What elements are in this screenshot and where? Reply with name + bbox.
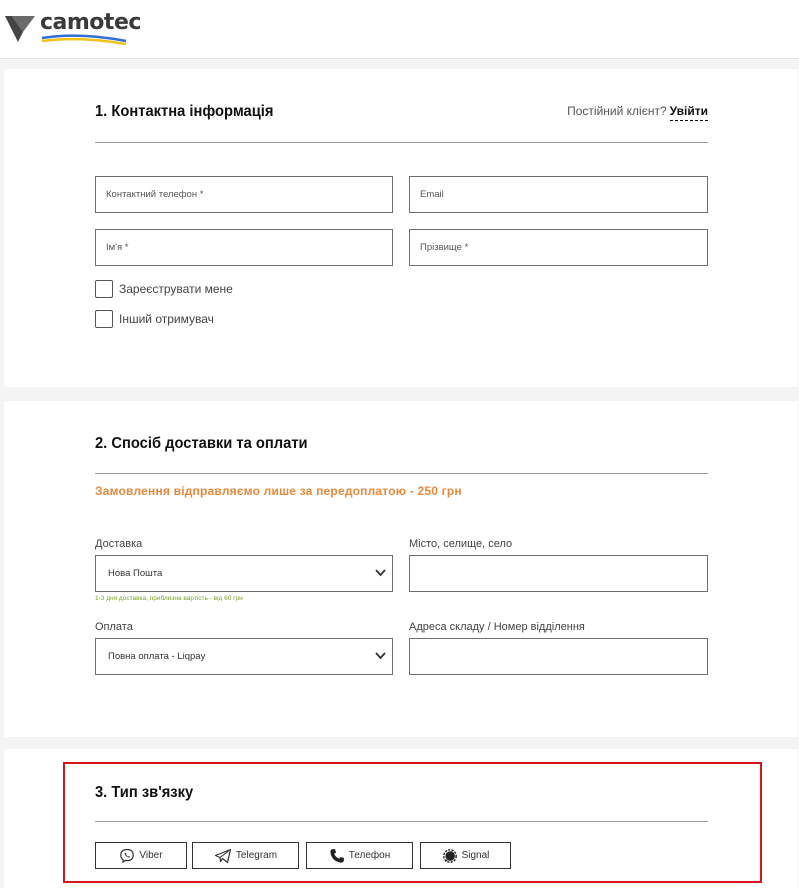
delivery-section-title: 2. Спосіб доставки та оплати xyxy=(95,435,308,452)
prepayment-notice: Замовлення відправляємо лише за передоплатою - 250 грн xyxy=(95,484,462,498)
address-label: Адреса складу / Номер відділення xyxy=(409,621,585,633)
camotec-logo[interactable] xyxy=(4,10,141,42)
phone-label: Телефон xyxy=(348,850,391,861)
phone-field[interactable]: Контактний телефон * xyxy=(95,176,393,213)
email-field[interactable]: Email xyxy=(409,176,708,213)
regular-client-label: Постійний клієнт? xyxy=(567,104,667,118)
city-field[interactable] xyxy=(409,555,708,592)
city-label: Місто, селище, село xyxy=(409,538,513,550)
chevron-down-icon xyxy=(375,652,386,660)
contact-type-divider xyxy=(95,821,708,822)
phone-icon xyxy=(329,848,345,864)
delivery-select-value: Нова Пошта xyxy=(108,568,163,579)
contact-divider xyxy=(95,142,708,143)
telegram-icon xyxy=(214,848,232,864)
logo-swoosh-icon xyxy=(40,32,128,46)
delivery-label: Доставка xyxy=(95,538,143,550)
delivery-payment-section xyxy=(4,401,798,737)
login-link[interactable]: Увійти xyxy=(670,104,708,121)
signal-button[interactable] xyxy=(420,842,511,869)
viber-button[interactable] xyxy=(95,842,187,869)
payment-select[interactable] xyxy=(95,638,393,675)
chevron-down-icon xyxy=(375,569,386,577)
viber-icon xyxy=(119,848,135,864)
delivery-select[interactable] xyxy=(95,555,393,592)
address-field[interactable] xyxy=(409,638,708,675)
register-checkbox-label: Зареєструвати мене xyxy=(119,282,233,296)
phone-button[interactable] xyxy=(306,842,413,869)
signal-icon xyxy=(442,848,458,864)
contact-info-section xyxy=(4,69,798,387)
name-field[interactable]: Ім'я * xyxy=(95,229,393,266)
contact-type-title: 3. Тип зв'язку xyxy=(95,784,194,801)
payment-label: Оплата xyxy=(95,621,133,633)
viber-label: Viber xyxy=(139,850,163,861)
regular-client xyxy=(567,104,708,118)
delivery-hint: 1-3 дня доставка, приблизна вартість - від 60 грн xyxy=(95,595,243,602)
other-recipient-checkbox[interactable] xyxy=(95,310,214,328)
logo-text: camotec xyxy=(40,10,141,35)
signal-label: Signal xyxy=(461,850,490,861)
telegram-button[interactable] xyxy=(192,842,299,869)
register-checkbox[interactable] xyxy=(95,280,233,298)
telegram-label: Telegram xyxy=(235,850,278,861)
surname-field[interactable]: Прізвище * xyxy=(409,229,708,266)
other-recipient-checkbox-label: Інший отримувач xyxy=(119,312,214,326)
logo-mark-icon xyxy=(4,10,36,42)
other-recipient-checkbox-box[interactable] xyxy=(95,310,113,328)
register-checkbox-box[interactable] xyxy=(95,280,113,298)
payment-select-value: Повна оплата - Liqpay xyxy=(108,651,206,662)
contact-section-title: 1. Контактна інформація xyxy=(95,103,274,120)
header-bar xyxy=(0,0,799,59)
delivery-divider xyxy=(95,473,708,474)
